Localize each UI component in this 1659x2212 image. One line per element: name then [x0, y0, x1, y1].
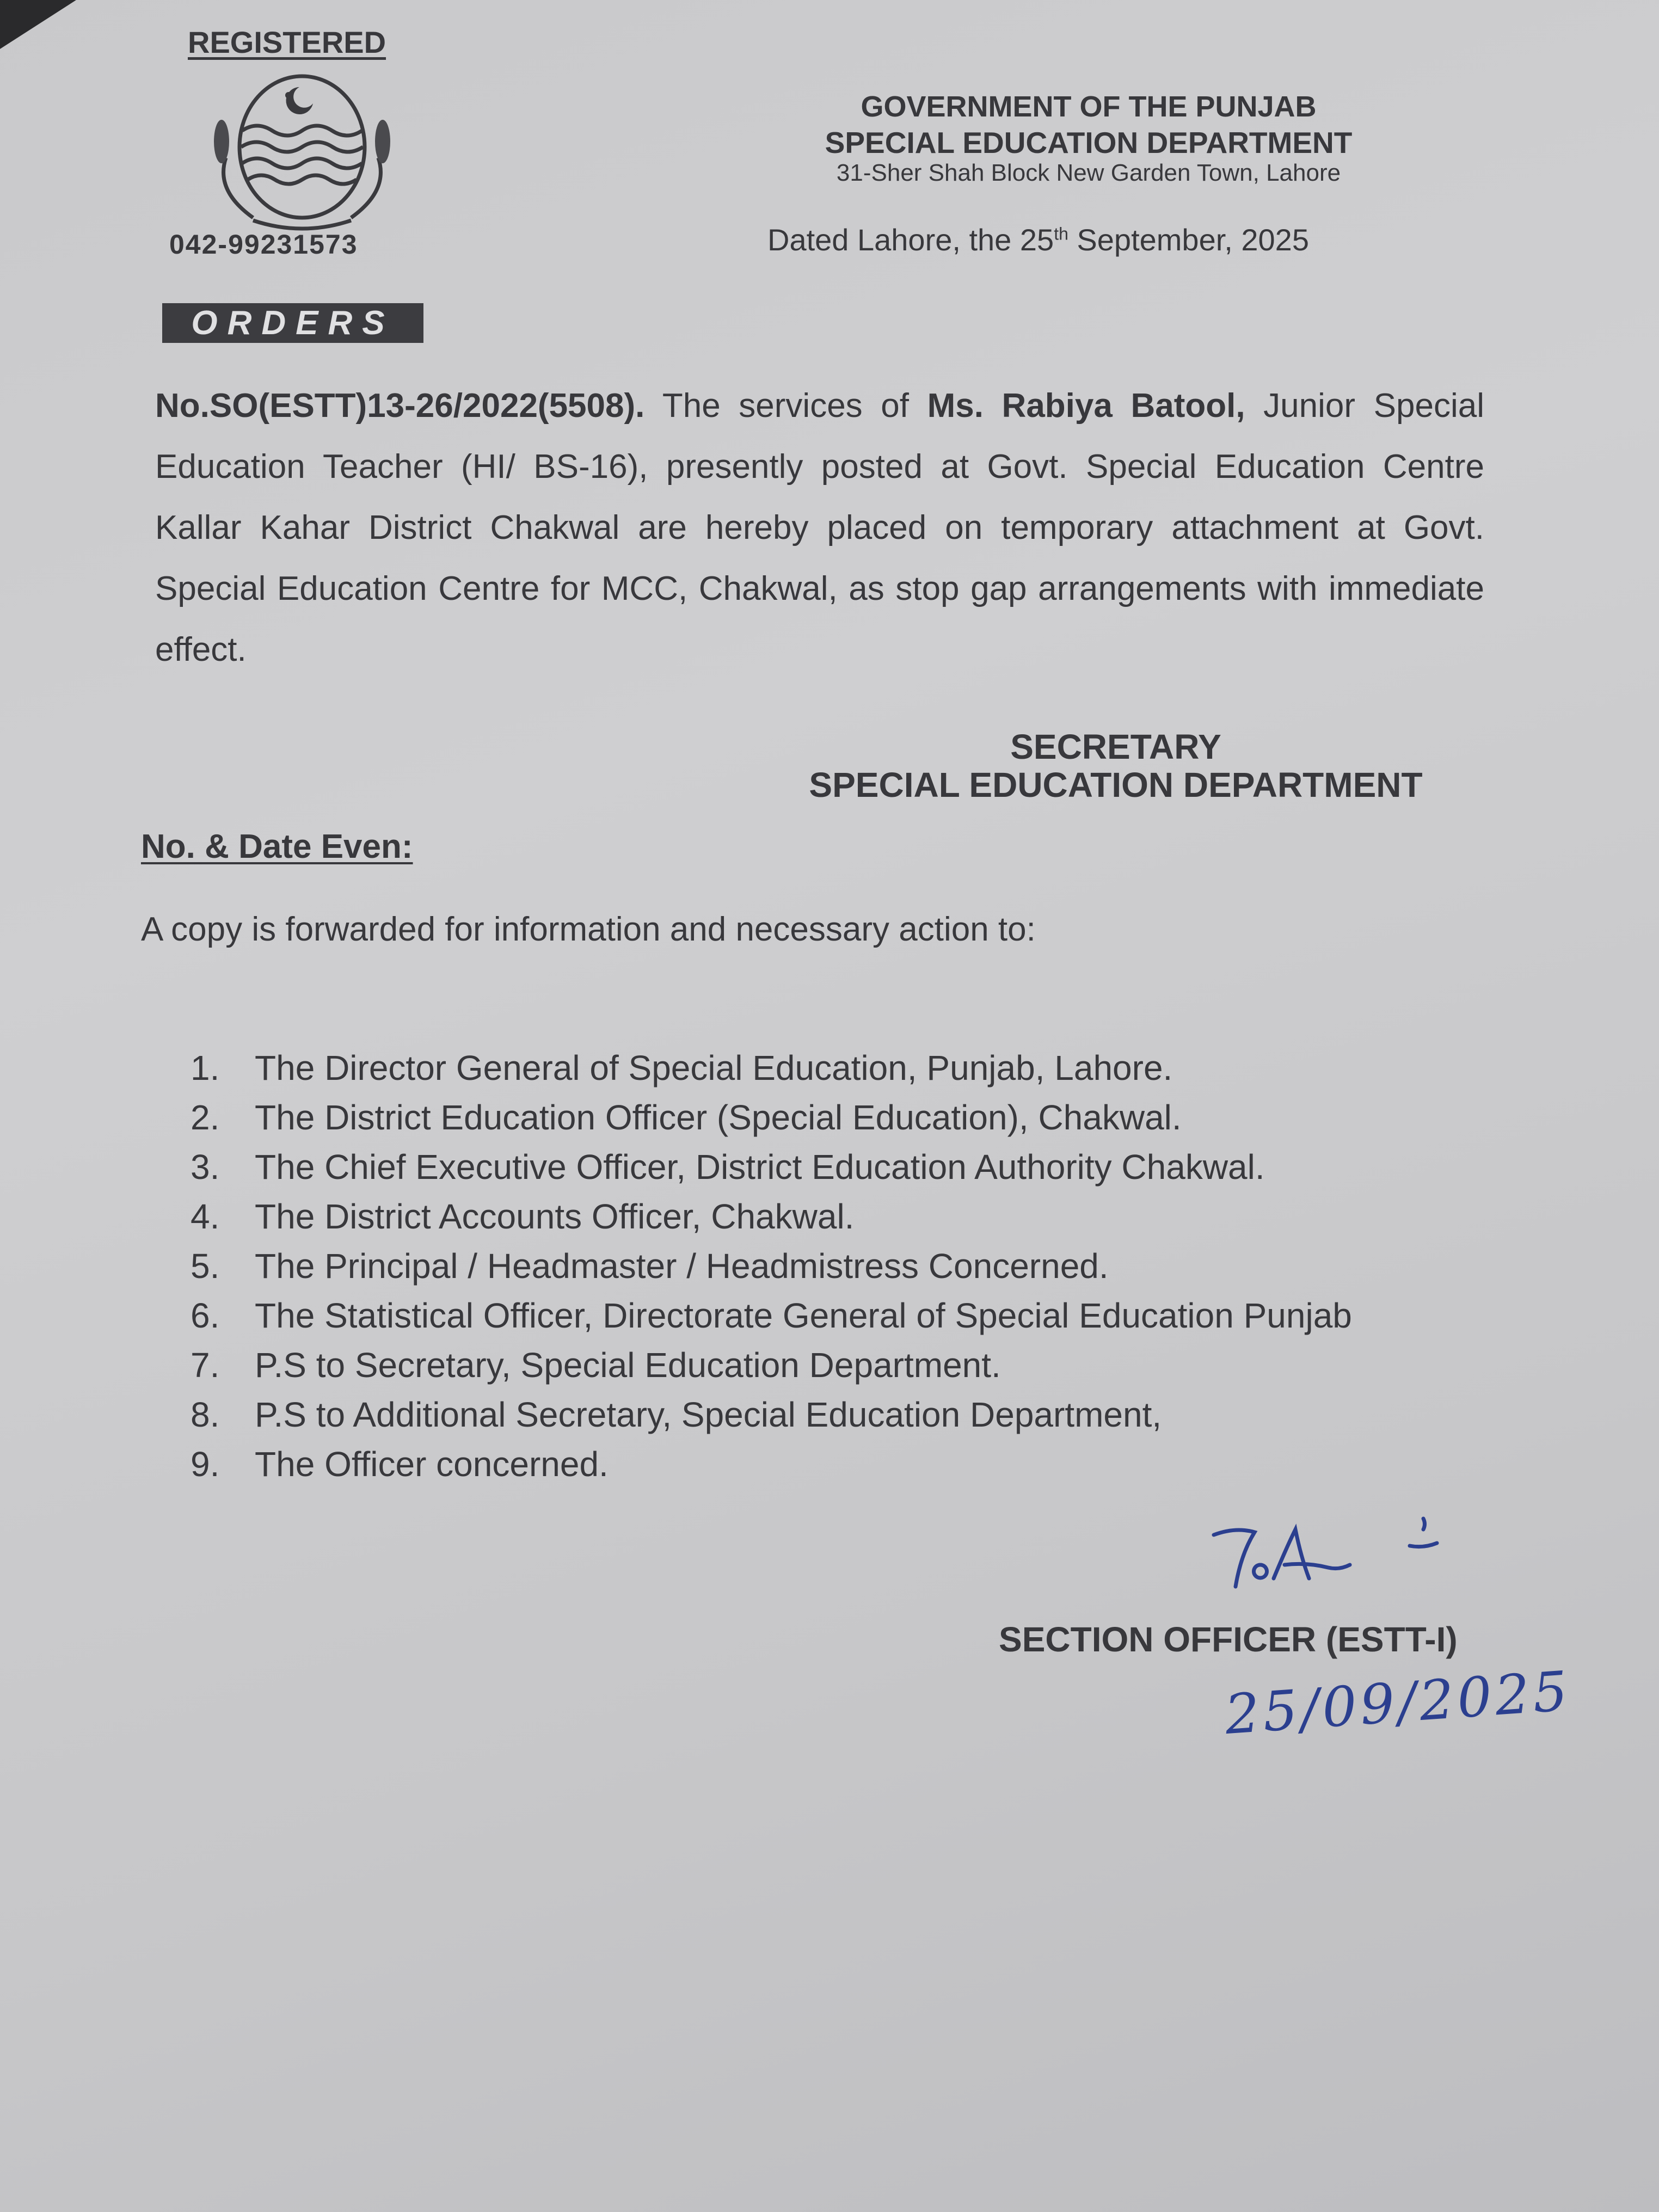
- employee-name: Ms. Rabiya Batool,: [927, 387, 1245, 425]
- item-number: 8.: [191, 1395, 220, 1434]
- item-text: The District Education Officer (Special Education), Chakwal.: [255, 1098, 1182, 1137]
- orders-heading: ORDERS: [162, 303, 423, 343]
- section-officer-title: SECTION OFFICER (ESTT-I): [999, 1620, 1458, 1659]
- item-text: The Statistical Officer, Directorate General of Special Education Punjab: [255, 1296, 1352, 1335]
- copy-intro: A copy is forwarded for information and necessary action to:: [141, 911, 1036, 948]
- dated-prefix: Dated Lahore, the 25: [767, 223, 1054, 257]
- list-item: [191, 1147, 1352, 1196]
- item-number: 5.: [191, 1246, 220, 1286]
- list-item: [191, 1048, 1352, 1097]
- list-item: [191, 1295, 1352, 1345]
- handwritten-date: 25/09/2025: [1222, 1658, 1573, 1747]
- order-paragraph: [155, 376, 1484, 680]
- order-reference: No.SO(ESTT)13-26/2022(5508).: [155, 387, 645, 425]
- item-number: 3.: [191, 1147, 220, 1187]
- item-text: The Director General of Special Education, Punjab, Lahore.: [255, 1048, 1173, 1087]
- item-text: The Chief Executive Officer, District Education Authority Chakwal.: [255, 1147, 1265, 1187]
- item-number: 1.: [191, 1048, 220, 1087]
- list-item: [191, 1196, 1352, 1246]
- item-text: P.S to Secretary, Special Education Department.: [255, 1345, 1001, 1385]
- punjab-emblem-icon: [188, 71, 416, 234]
- dated-sup: th: [1054, 224, 1068, 244]
- item-number: 4.: [191, 1197, 220, 1236]
- dated-line: [767, 222, 1309, 257]
- item-number: 6.: [191, 1296, 220, 1335]
- government-title: GOVERNMENT OF THE PUNJAB: [861, 90, 1317, 123]
- signatory-title: SECRETARY: [1010, 727, 1221, 766]
- item-number: 2.: [191, 1098, 220, 1137]
- list-item: [191, 1345, 1352, 1394]
- list-item: [191, 1246, 1352, 1295]
- item-number: 7.: [191, 1345, 220, 1385]
- item-text: The Officer concerned.: [255, 1445, 609, 1484]
- item-text: The District Accounts Officer, Chakwal.: [255, 1197, 855, 1236]
- registered-label: REGISTERED: [188, 25, 386, 59]
- distribution-list: [191, 1048, 1352, 1494]
- phone-number: 042-99231573: [169, 229, 358, 260]
- department-title: SPECIAL EDUCATION DEPARTMENT: [825, 126, 1353, 159]
- signature-icon: [1208, 1513, 1448, 1595]
- background-corner: [0, 0, 76, 49]
- list-item: [191, 1394, 1352, 1444]
- list-item: [191, 1097, 1352, 1147]
- order-text-2: Junior Special Education Teacher (HI/ BS-16), presently posted at Govt. Special Education Centre Kallar Kahar District Chakwal are hereby placed on temporary attachment at Govt. Special Education Centre for MCC, Chakwal, as stop gap arrangements with immediate effect.: [155, 387, 1484, 668]
- department-address: 31-Sher Shah Block New Garden Town, Lahore: [836, 159, 1341, 186]
- item-text: The Principal / Headmaster / Headmistress Concerned.: [255, 1246, 1109, 1286]
- item-text: P.S to Additional Secretary, Special Education Department,: [255, 1395, 1162, 1434]
- signatory-department: SPECIAL EDUCATION DEPARTMENT: [809, 765, 1423, 804]
- copy-heading: No. & Date Even:: [141, 828, 413, 865]
- order-text-1: The services of: [644, 387, 927, 425]
- item-number: 9.: [191, 1445, 220, 1484]
- list-item: [191, 1444, 1352, 1494]
- dated-suffix: September, 2025: [1068, 223, 1309, 257]
